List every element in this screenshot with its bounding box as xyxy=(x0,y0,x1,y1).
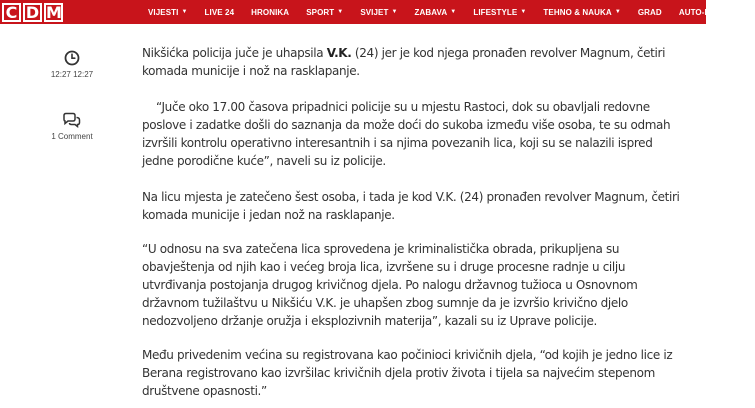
article-paragraph-2: “Juče oko 17.00 časova pripadnici policije su u mjestu Rastoci, dok su obavljali redovne poslove i zadatke došli do saznanja da može doći do sukoba između više osoba, te su odmah izvršili kontrolu operativno interesantnih i sa njima povezanih lica, koji su se nalazili ispred jedne porodične kuće”, naveli su iz policije. xyxy=(142,100,671,168)
nav-item-sport[interactable]: SPORT ▼ xyxy=(306,7,344,17)
nav-item-vijesti[interactable]: VIJESTI ▼ xyxy=(148,7,188,17)
comments-count: 1 Comment xyxy=(51,132,93,141)
suspect-initials: V.K. xyxy=(326,46,352,60)
article-paragraph-1: Nikšićka policija juče je uhapsila V.K. (24) jer je kod njega pronađen revolver Magnum, četiri komada municije i nož na rasklapanje. xyxy=(142,46,666,78)
chevron-down-icon: ▼ xyxy=(520,9,527,15)
logo-letter-d: D xyxy=(23,3,42,22)
logo-letter-c: C xyxy=(2,3,21,22)
nav-item-zabava[interactable]: ZABAVA ▼ xyxy=(414,7,457,17)
logo-letter-m: M xyxy=(46,2,62,22)
chevron-down-icon: ▼ xyxy=(450,9,457,15)
speech-bubbles-icon xyxy=(62,112,82,128)
nav-item-grad[interactable]: GRAD xyxy=(637,7,662,17)
chevron-down-icon: ▼ xyxy=(391,9,398,15)
top-navigation-bar xyxy=(0,0,738,24)
chevron-down-icon: ▼ xyxy=(337,9,344,15)
article-paragraph-5: Među privedenim većina su registrovana kao počinioci krivičnih djela, “od kojih je jedno lice iz Berana registrovano kao izvršilac krivičnih djela protiv života i tijela sa najvećim stepenom društvene opasnosti.” xyxy=(142,348,673,398)
nav-item-live24[interactable]: LIVE 24 xyxy=(204,7,235,17)
site-logo[interactable] xyxy=(2,1,65,23)
chevron-down-icon: ▼ xyxy=(731,9,738,15)
clock-icon xyxy=(64,50,80,66)
nav-item-hronika[interactable]: HRONIKA xyxy=(251,7,290,17)
nav-item-svijet[interactable]: SVIJET ▼ xyxy=(360,7,398,17)
article-paragraph-4: “U odnosu na sva zatečena lica sprovedena je kriminalistička obrada, prikupljena su obavještenja od njih kao i većeg broja lica, izvršene su i druge procesne radnje u cilju utvrđivanja postojanja drugog krivičnog djela. Po nalogu državnog tužioca u Osnovnom državnom tužilaštvu u Nikšiću V.K. je uhapšen zbog sumnje da je izvršio krivično djelo nedozvoljeno držanje oružja i eksplozivnih materija”, kazali su iz Uprave policije. xyxy=(142,242,638,328)
publish-time xyxy=(38,50,106,79)
comments-link[interactable] xyxy=(38,112,106,141)
article-paragraph-3: Na licu mjesta je zatečeno šest osoba, i tada je kod V.K. (24) pronađen revolver Magnum, četiri komada municije i jedan nož na rasklapanje. xyxy=(142,190,680,222)
nav-item-tehno-nauka[interactable]: TEHNO & NAUKA ▼ xyxy=(543,7,621,17)
chevron-down-icon: ▼ xyxy=(181,9,188,15)
publish-time-text: 12:27 12:27 xyxy=(50,70,94,79)
main-menu xyxy=(148,0,755,24)
chevron-down-icon: ▼ xyxy=(614,9,621,15)
nav-item-auto-moto[interactable]: AUTO-MOTO ▼ xyxy=(678,7,738,17)
nav-item-lifestyle[interactable]: LIFESTYLE ▼ xyxy=(473,7,527,17)
